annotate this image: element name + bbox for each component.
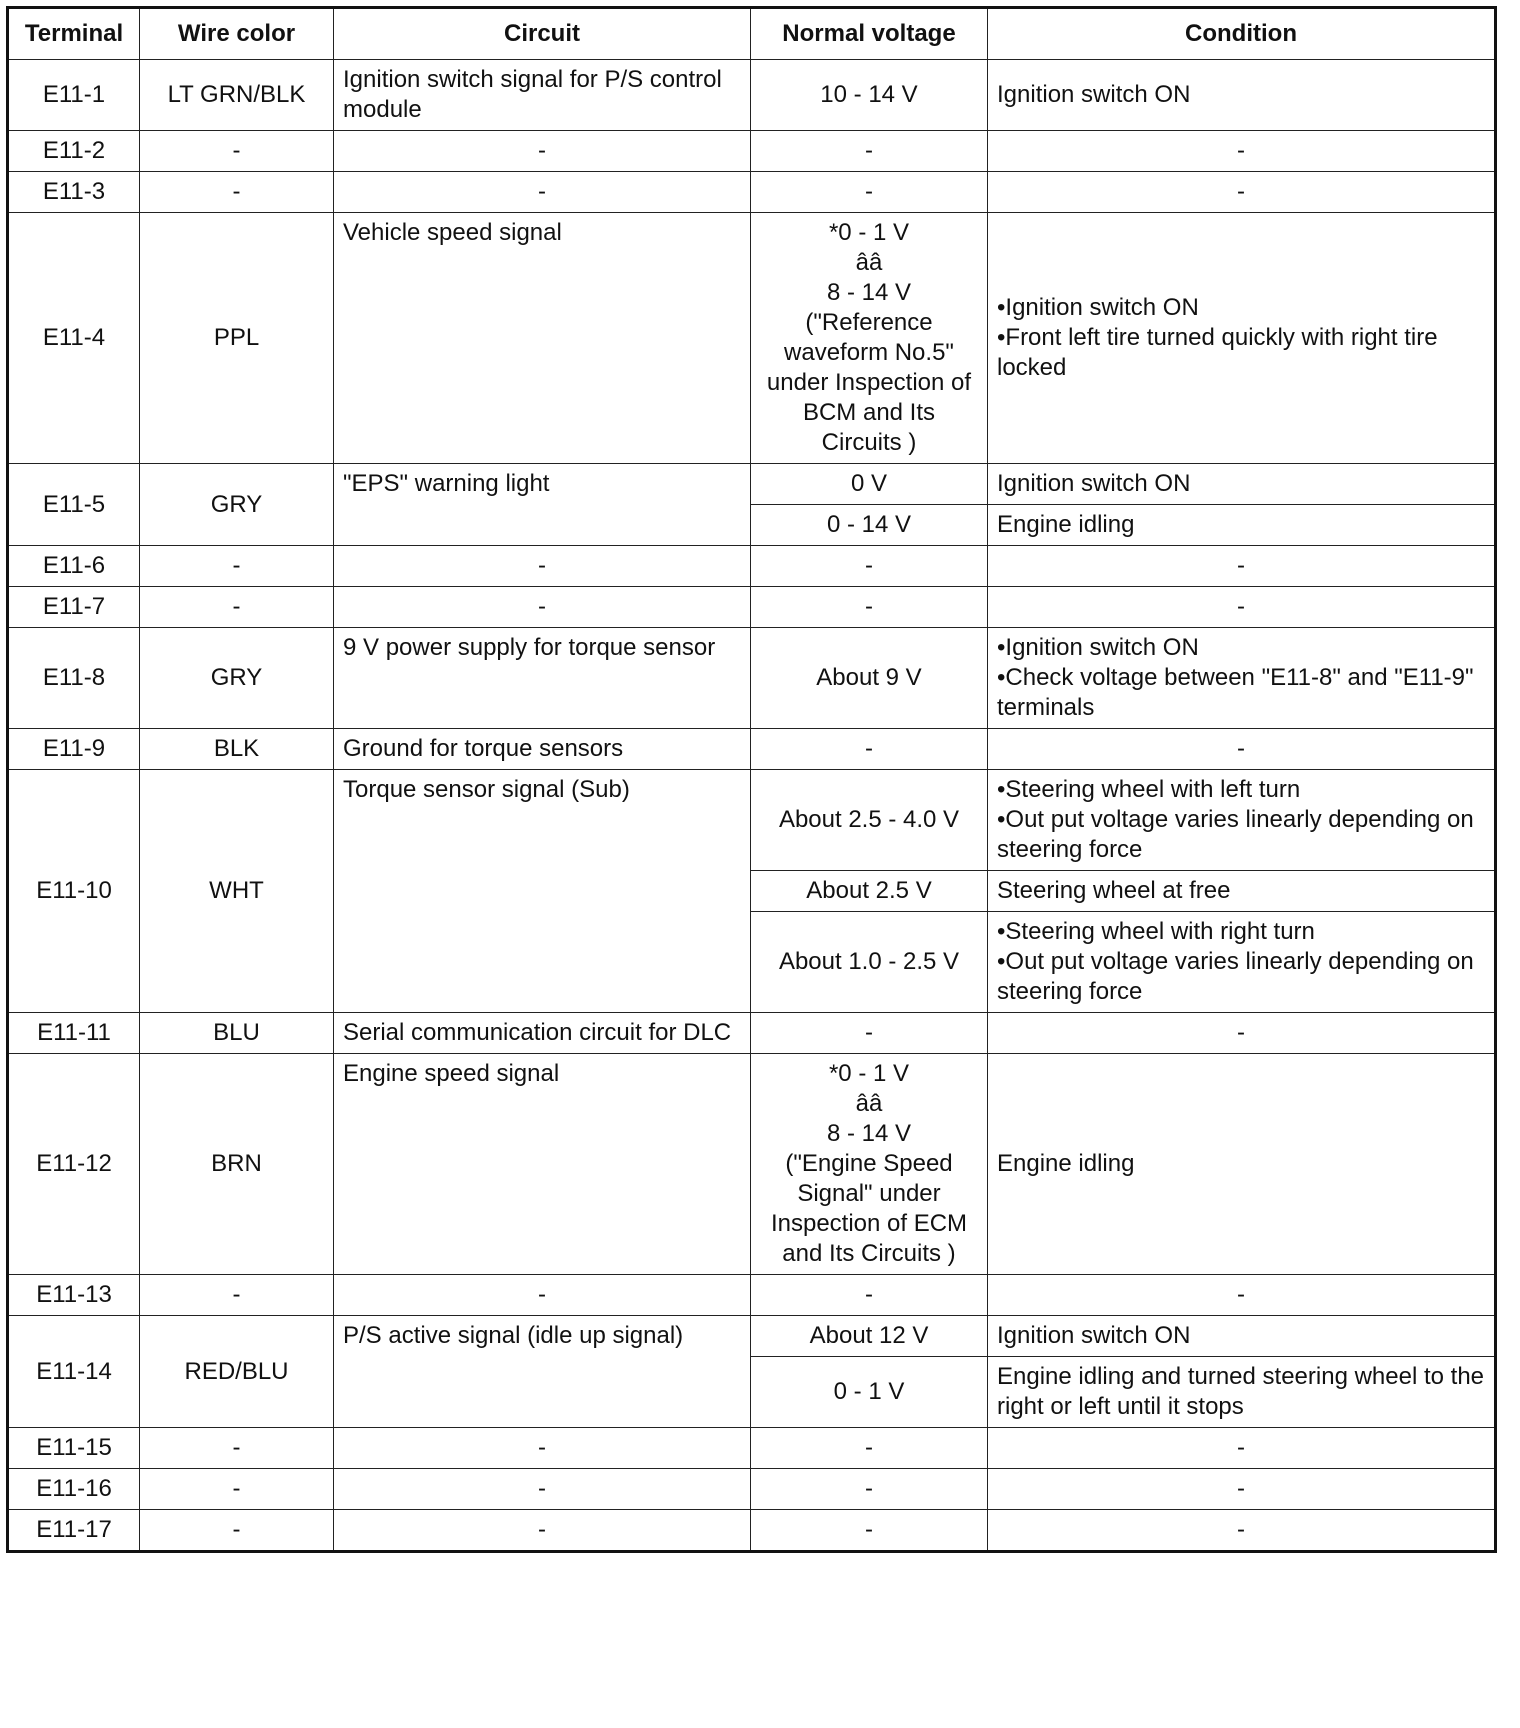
header-wire-color: Wire color: [140, 8, 334, 60]
header-row: [8, 8, 1496, 60]
circuit-cell: -: [334, 1428, 751, 1469]
circuit-cell: -: [334, 546, 751, 587]
circuit-cell: -: [334, 172, 751, 213]
table-row: [8, 1510, 1496, 1552]
condition-cell: -: [988, 1510, 1496, 1552]
table-row: [8, 587, 1496, 628]
wire-color-cell: LT GRN/BLK: [140, 60, 334, 131]
header-circuit: Circuit: [334, 8, 751, 60]
wire-color-cell: RED/BLU: [140, 1316, 334, 1428]
terminal-cell: E11-8: [8, 628, 140, 729]
wire-color-cell: -: [140, 172, 334, 213]
condition-cell: •Ignition switch ON •Check voltage between "E11-8" and "E11-9" terminals: [988, 628, 1496, 729]
table-row: [8, 628, 1496, 729]
condition-cell: Engine idling: [988, 505, 1496, 546]
header-terminal: Terminal: [8, 8, 140, 60]
condition-cell: Engine idling and turned steering wheel to the right or left until it stops: [988, 1357, 1496, 1428]
wire-color-cell: -: [140, 1428, 334, 1469]
condition-cell: Engine idling: [988, 1054, 1496, 1275]
voltage-cell: -: [751, 172, 988, 213]
circuit-cell: -: [334, 587, 751, 628]
table-row: [8, 172, 1496, 213]
table-row: [8, 464, 1496, 505]
terminal-cell: E11-13: [8, 1275, 140, 1316]
terminal-cell: E11-3: [8, 172, 140, 213]
terminal-cell: E11-15: [8, 1428, 140, 1469]
wire-color-cell: PPL: [140, 213, 334, 464]
voltage-cell: About 2.5 V: [751, 871, 988, 912]
terminal-cell: E11-9: [8, 729, 140, 770]
condition-cell: Ignition switch ON: [988, 1316, 1496, 1357]
voltage-cell: 0 V: [751, 464, 988, 505]
voltage-cell: -: [751, 1469, 988, 1510]
circuit-cell: Torque sensor signal (Sub): [334, 770, 751, 1013]
terminal-cell: E11-17: [8, 1510, 140, 1552]
condition-cell: -: [988, 546, 1496, 587]
terminal-voltage-table: [6, 6, 1497, 1553]
wire-color-cell: GRY: [140, 464, 334, 546]
wire-color-cell: -: [140, 1510, 334, 1552]
voltage-cell: 10 - 14 V: [751, 60, 988, 131]
circuit-cell: "EPS" warning light: [334, 464, 751, 546]
circuit-cell: Serial communication circuit for DLC: [334, 1013, 751, 1054]
voltage-cell: 0 - 1 V: [751, 1357, 988, 1428]
circuit-cell: -: [334, 131, 751, 172]
voltage-cell: 0 - 14 V: [751, 505, 988, 546]
voltage-cell: -: [751, 1013, 988, 1054]
condition-cell: -: [988, 1469, 1496, 1510]
table-body: [8, 60, 1496, 1552]
terminal-cell: E11-6: [8, 546, 140, 587]
voltage-cell: About 2.5 - 4.0 V: [751, 770, 988, 871]
condition-cell: •Steering wheel with left turn •Out put voltage varies linearly depending on steering force: [988, 770, 1496, 871]
table-row: [8, 213, 1496, 464]
table-row: [8, 1316, 1496, 1357]
table-row: [8, 729, 1496, 770]
circuit-cell: -: [334, 1510, 751, 1552]
wire-color-cell: -: [140, 546, 334, 587]
condition-cell: •Steering wheel with right turn •Out put voltage varies linearly depending on steering force: [988, 912, 1496, 1013]
wire-color-cell: GRY: [140, 628, 334, 729]
voltage-cell: -: [751, 1510, 988, 1552]
condition-cell: Steering wheel at free: [988, 871, 1496, 912]
table-row: [8, 770, 1496, 871]
table-row: [8, 131, 1496, 172]
voltage-cell: -: [751, 729, 988, 770]
circuit-cell: Vehicle speed signal: [334, 213, 751, 464]
wire-color-cell: BRN: [140, 1054, 334, 1275]
table-row: [8, 60, 1496, 131]
terminal-cell: E11-12: [8, 1054, 140, 1275]
condition-cell: -: [988, 131, 1496, 172]
terminal-cell: E11-14: [8, 1316, 140, 1428]
wire-color-cell: BLK: [140, 729, 334, 770]
terminal-cell: E11-1: [8, 60, 140, 131]
table-row: [8, 1054, 1496, 1275]
condition-cell: -: [988, 172, 1496, 213]
condition-cell: -: [988, 587, 1496, 628]
table-row: [8, 546, 1496, 587]
voltage-cell: *0 - 1 V ââ 8 - 14 V ("Reference waveform No.5" under Inspection of BCM and Its Circuits ): [751, 213, 988, 464]
condition-cell: -: [988, 1428, 1496, 1469]
voltage-cell: -: [751, 131, 988, 172]
circuit-cell: 9 V power supply for torque sensor: [334, 628, 751, 729]
wire-color-cell: BLU: [140, 1013, 334, 1054]
circuit-cell: -: [334, 1469, 751, 1510]
header-normal-voltage: Normal voltage: [751, 8, 988, 60]
wire-color-cell: -: [140, 131, 334, 172]
wire-color-cell: WHT: [140, 770, 334, 1013]
table-row: [8, 1013, 1496, 1054]
voltage-cell: About 1.0 - 2.5 V: [751, 912, 988, 1013]
terminal-cell: E11-10: [8, 770, 140, 1013]
circuit-cell: -: [334, 1275, 751, 1316]
condition-cell: •Ignition switch ON •Front left tire turned quickly with right tire locked: [988, 213, 1496, 464]
voltage-cell: About 12 V: [751, 1316, 988, 1357]
condition-cell: -: [988, 729, 1496, 770]
circuit-cell: Ignition switch signal for P/S control module: [334, 60, 751, 131]
terminal-cell: E11-7: [8, 587, 140, 628]
condition-cell: Ignition switch ON: [988, 60, 1496, 131]
wire-color-cell: -: [140, 587, 334, 628]
terminal-cell: E11-2: [8, 131, 140, 172]
circuit-cell: Engine speed signal: [334, 1054, 751, 1275]
terminal-cell: E11-5: [8, 464, 140, 546]
voltage-cell: -: [751, 587, 988, 628]
voltage-cell: -: [751, 1275, 988, 1316]
voltage-cell: -: [751, 546, 988, 587]
terminal-cell: E11-11: [8, 1013, 140, 1054]
wire-color-cell: -: [140, 1275, 334, 1316]
table-row: [8, 1275, 1496, 1316]
voltage-cell: *0 - 1 V ââ 8 - 14 V ("Engine Speed Signal" under Inspection of ECM and Its Circuits ): [751, 1054, 988, 1275]
circuit-cell: P/S active signal (idle up signal): [334, 1316, 751, 1428]
condition-cell: -: [988, 1013, 1496, 1054]
circuit-cell: Ground for torque sensors: [334, 729, 751, 770]
table-row: [8, 1469, 1496, 1510]
condition-cell: -: [988, 1275, 1496, 1316]
voltage-cell: -: [751, 1428, 988, 1469]
terminal-cell: E11-16: [8, 1469, 140, 1510]
header-condition: Condition: [988, 8, 1496, 60]
table-row: [8, 1428, 1496, 1469]
terminal-cell: E11-4: [8, 213, 140, 464]
wire-color-cell: -: [140, 1469, 334, 1510]
condition-cell: Ignition switch ON: [988, 464, 1496, 505]
voltage-cell: About 9 V: [751, 628, 988, 729]
